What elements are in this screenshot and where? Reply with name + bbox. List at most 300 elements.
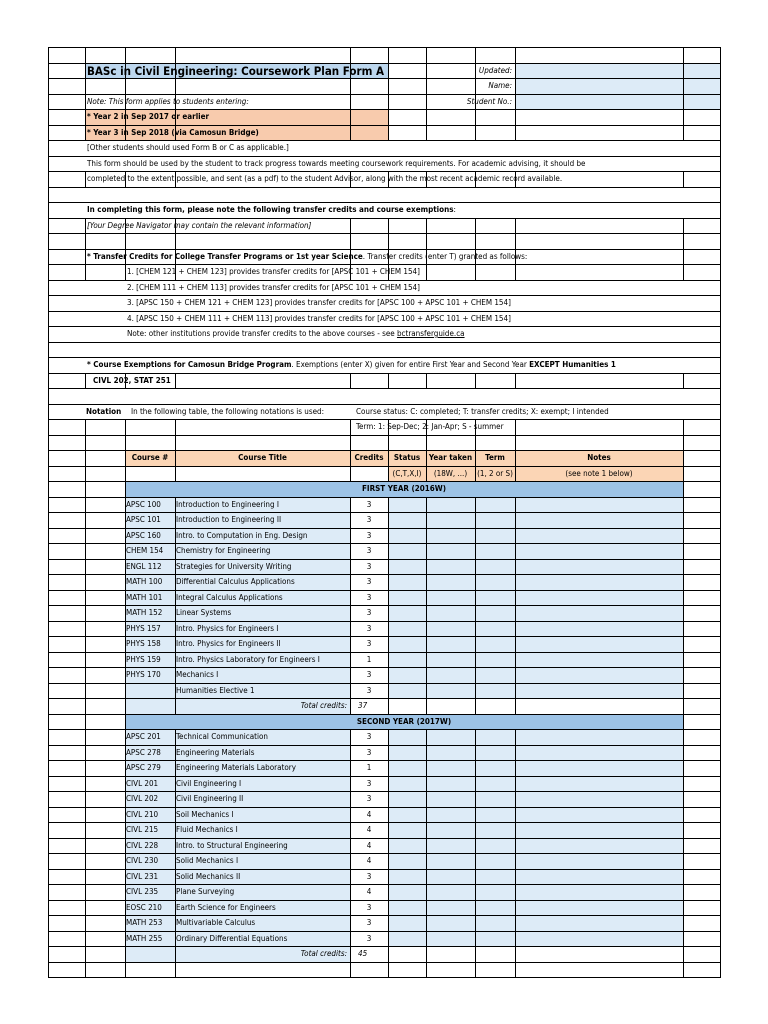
- grid-line: [720, 667, 721, 683]
- grid-line: [48, 388, 49, 404]
- grid-line: [720, 218, 721, 234]
- grid-line: [720, 47, 721, 63]
- course-credits: 3: [366, 499, 372, 509]
- notation-status: Course status: C: completed; T: transfer credits; X: exempt; I intended: [356, 406, 609, 416]
- grid-line: [48, 47, 49, 63]
- grid-line: [475, 497, 476, 513]
- grid-line: [720, 497, 721, 513]
- course-credits: 3: [366, 515, 372, 524]
- grid-line: [48, 388, 721, 389]
- grid-line: [48, 404, 49, 420]
- year3-entry: * Year 3 in Sep 2018 (via Camosun Bridge): [87, 127, 259, 137]
- course-credits: 3: [366, 732, 372, 741]
- grid-line: [683, 807, 684, 823]
- grid-line: [515, 373, 516, 389]
- grid-line: [426, 698, 427, 714]
- grid-line: [48, 652, 49, 668]
- grid-line: [426, 125, 427, 141]
- grid-line: [85, 807, 86, 823]
- grid-line: [48, 698, 721, 699]
- grid-line: [683, 559, 684, 575]
- grid-line: [48, 78, 49, 94]
- grid-line: [48, 559, 49, 575]
- grid-line: [48, 450, 721, 451]
- grid-line: [48, 342, 49, 358]
- grid-line: [85, 481, 86, 497]
- grid-line: [720, 543, 721, 559]
- grid-line: [48, 78, 721, 79]
- transfer-heading: * Transfer Credits for College Transfer Programs or 1st year Science: [87, 251, 363, 261]
- course-credits: 3: [366, 918, 372, 927]
- grid-line: [426, 884, 427, 900]
- grid-line: [175, 962, 176, 978]
- grid-line: [388, 807, 389, 823]
- grid-line: [515, 218, 516, 234]
- grid-line: [48, 528, 721, 529]
- header-course: Course #: [131, 453, 169, 462]
- grid-line: [48, 683, 49, 699]
- grid-line: [48, 295, 49, 311]
- grid-line: [48, 435, 49, 451]
- grid-line: [350, 233, 351, 249]
- course-credits: 3: [366, 530, 372, 540]
- grid-line: [515, 264, 516, 280]
- course-code: PHYS 157: [126, 623, 161, 633]
- grid-line: [720, 636, 721, 652]
- grid-line: [720, 791, 721, 807]
- grid-line: [475, 822, 476, 838]
- grid-line: [388, 745, 389, 761]
- grid-line: [515, 125, 516, 141]
- grid-line: [85, 760, 86, 776]
- grid-line: [720, 884, 721, 900]
- grid-line: [85, 962, 86, 978]
- grid-line: [85, 869, 86, 885]
- grid-line: [683, 900, 684, 916]
- grid-line: [85, 574, 86, 590]
- grid-line: [475, 946, 476, 962]
- grid-line: [475, 729, 476, 745]
- grid-line: [48, 218, 49, 234]
- completing-heading: In completing this form, please note the following transfer credits and course exemptions: [87, 205, 454, 214]
- grid-line: [720, 187, 721, 203]
- course-credits: 1: [366, 763, 372, 772]
- grid-line: [48, 605, 49, 621]
- grid-line: [48, 481, 721, 482]
- grid-line: [475, 109, 476, 125]
- grid-line: [48, 729, 49, 745]
- grid-line: [426, 729, 427, 745]
- course-title: Humanities Elective 1: [176, 685, 255, 695]
- course-code: APSC 279: [126, 763, 161, 772]
- course-credits: 4: [366, 809, 372, 819]
- grid-line: [48, 326, 721, 327]
- grid-line: [85, 946, 86, 962]
- grid-line: [85, 373, 86, 389]
- grid-line: [388, 962, 389, 978]
- course-code: EOSC 210: [126, 902, 162, 912]
- grid-line: [48, 202, 49, 218]
- grid-line: [515, 853, 516, 869]
- grid-line: [426, 962, 427, 978]
- grid-line: [85, 915, 86, 931]
- grid-line: [475, 605, 476, 621]
- course-title: Intro. Physics Laboratory for Engineers I: [176, 654, 320, 664]
- course-credits: 3: [366, 933, 372, 943]
- grid-line: [85, 652, 86, 668]
- grid-line: [720, 78, 721, 94]
- grid-line: [388, 667, 389, 683]
- grid-line: [515, 729, 516, 745]
- grid-line: [515, 962, 516, 978]
- grid-line: [720, 295, 721, 311]
- grid-line: [48, 543, 49, 559]
- grid-line: [683, 466, 684, 482]
- grid-line: [515, 605, 516, 621]
- course-code: CIVL 231: [126, 871, 159, 881]
- grid-line: [426, 621, 427, 637]
- grid-line: [515, 869, 516, 885]
- grid-line: [388, 822, 389, 838]
- grid-line: [48, 512, 49, 528]
- grid-line: [426, 109, 427, 125]
- grid-line: [125, 466, 126, 482]
- grid-line: [48, 94, 721, 95]
- grid-line: [683, 791, 684, 807]
- grid-line: [683, 94, 684, 110]
- grid-line: [85, 94, 86, 110]
- grid-line: [720, 233, 721, 249]
- course-title: Plane Surveying: [176, 887, 235, 896]
- grid-line: [388, 233, 389, 249]
- grid-line: [48, 218, 721, 219]
- grid-line: [388, 109, 389, 125]
- grid-line: [48, 760, 721, 761]
- grid-line: [175, 373, 176, 389]
- grid-line: [48, 667, 49, 683]
- grid-line: [683, 574, 684, 590]
- course-title: Intro. Physics for Engineers I: [176, 623, 279, 633]
- grid-line: [475, 512, 476, 528]
- grid-line: [720, 528, 721, 544]
- header-notes-sub: (see note 1 below): [565, 468, 633, 478]
- notation-term: Term: 1: Sep-Dec; 2: Jan-Apr; S - summer: [356, 422, 504, 431]
- grid-line: [48, 745, 721, 746]
- grid-line: [720, 450, 721, 466]
- grid-line: [720, 171, 721, 187]
- course-credits: 3: [366, 592, 372, 602]
- grid-line: [683, 605, 684, 621]
- grid-line: [683, 683, 684, 699]
- grid-line: [48, 373, 49, 389]
- course-credits: 3: [366, 794, 372, 803]
- course-code: APSC 160: [126, 530, 161, 540]
- grid-line: [48, 419, 49, 435]
- course-title: Introduction to Engineering I: [176, 499, 279, 509]
- grid-line: [388, 605, 389, 621]
- grid-line: [125, 264, 126, 280]
- grid-line: [475, 435, 476, 451]
- grid-line: [85, 791, 86, 807]
- grid-line: [388, 63, 389, 79]
- grid-line: [720, 605, 721, 621]
- course-code: CIVL 210: [126, 809, 159, 819]
- grid-line: [85, 543, 86, 559]
- grid-line: [475, 884, 476, 900]
- grid-line: [350, 419, 351, 435]
- grid-line: [720, 853, 721, 869]
- grid-line: [388, 838, 389, 854]
- grid-line: [48, 156, 721, 157]
- course-title: Intro. to Computation in Eng. Design: [176, 530, 308, 540]
- grid-line: [683, 760, 684, 776]
- grid-line: [515, 109, 516, 125]
- grid-line: [48, 140, 49, 156]
- notation-label: Notation: [86, 406, 122, 416]
- course-code: APSC 278: [126, 747, 161, 757]
- grid-line: [125, 78, 126, 94]
- grid-line: [388, 760, 389, 776]
- grid-line: [350, 698, 351, 714]
- grid-line: [85, 900, 86, 916]
- name-label: Name:: [488, 81, 512, 90]
- grid-line: [475, 543, 476, 559]
- grid-line: [683, 667, 684, 683]
- grid-line: [48, 109, 721, 110]
- grid-line: [720, 326, 721, 342]
- grid-line: [48, 853, 721, 854]
- grid-line: [720, 202, 721, 218]
- grid-line: [48, 931, 721, 932]
- exemptions-courses: CIVL 202, STAT 251: [93, 375, 171, 385]
- grid-line: [426, 946, 427, 962]
- grid-line: [720, 807, 721, 823]
- grid-line: [350, 109, 351, 125]
- grid-line: [426, 683, 427, 699]
- grid-line: [515, 78, 516, 94]
- grid-line: [48, 404, 721, 405]
- grid-line: [683, 745, 684, 761]
- grid-line: [48, 264, 49, 280]
- course-title: Ordinary Differential Equations: [176, 933, 288, 943]
- grid-line: [388, 574, 389, 590]
- grid-line: [48, 497, 49, 513]
- grid-line: [85, 838, 86, 854]
- grid-line: [515, 931, 516, 947]
- grid-line: [720, 590, 721, 606]
- grid-line: [426, 590, 427, 606]
- transfer-item: 1. [CHEM 121 + CHEM 123] provides transfer credits for [APSC 101 + CHEM 154]: [127, 267, 420, 276]
- grid-line: [426, 574, 427, 590]
- grid-line: [720, 94, 721, 110]
- grid-line: [48, 807, 721, 808]
- grid-line: [426, 373, 427, 389]
- grid-line: [48, 900, 721, 901]
- grid-line: [515, 543, 516, 559]
- grid-line: [48, 187, 49, 203]
- header-term: Term: [485, 453, 505, 462]
- grid-line: [475, 652, 476, 668]
- grid-line: [683, 125, 684, 141]
- grid-line: [515, 47, 516, 63]
- grid-line: [515, 698, 516, 714]
- grid-line: [720, 342, 721, 358]
- second-total-value: 45: [358, 949, 368, 958]
- first-total-value: 37: [358, 701, 368, 710]
- grid-line: [175, 47, 176, 63]
- course-code: APSC 201: [126, 732, 161, 741]
- grid-line: [350, 47, 351, 63]
- course-title: Differential Calculus Applications: [176, 577, 295, 586]
- grid-line: [683, 512, 684, 528]
- grid-line: [48, 63, 49, 79]
- course-title: Fluid Mechanics I: [176, 825, 238, 834]
- grid-line: [475, 760, 476, 776]
- grid-line: [426, 652, 427, 668]
- grid-line: [426, 512, 427, 528]
- grid-line: [388, 900, 389, 916]
- grid-line: [48, 776, 49, 792]
- course-credits: 3: [366, 670, 372, 679]
- course-credits: 3: [366, 608, 372, 617]
- grid-line: [48, 342, 721, 343]
- grid-line: [85, 931, 86, 947]
- grid-line: [175, 78, 176, 94]
- grid-line: [426, 47, 427, 63]
- grid-line: [426, 822, 427, 838]
- grid-line: [48, 574, 721, 575]
- grid-line: [426, 915, 427, 931]
- grid-line: [350, 435, 351, 451]
- grid-line: [515, 667, 516, 683]
- course-credits: 3: [366, 747, 372, 757]
- grid-line: [683, 636, 684, 652]
- grid-line: [683, 481, 684, 497]
- grid-line: [426, 869, 427, 885]
- grid-line: [720, 156, 721, 172]
- grid-line: [85, 249, 86, 265]
- grid-line: [388, 497, 389, 513]
- grid-line: [48, 590, 49, 606]
- grid-line: [48, 636, 721, 637]
- grid-line: [388, 853, 389, 869]
- grid-line: [85, 698, 86, 714]
- grid-line: [515, 621, 516, 637]
- grid-line: [683, 63, 684, 79]
- grid-line: [388, 94, 389, 110]
- grid-line: [720, 140, 721, 156]
- completing-line: [87, 205, 456, 215]
- course-code: CIVL 202: [126, 794, 159, 803]
- grid-line: [48, 249, 721, 250]
- grid-line: [475, 915, 476, 931]
- grid-line: [48, 311, 49, 327]
- header-notes: Notes: [587, 453, 611, 462]
- grid-line: [125, 946, 126, 962]
- grid-line: [48, 636, 49, 652]
- grid-line: [85, 78, 86, 94]
- first-total-label: Total credits:: [300, 701, 347, 710]
- grid-line: [720, 745, 721, 761]
- grid-line: [426, 233, 427, 249]
- grid-line: [125, 698, 126, 714]
- grid-line: [683, 822, 684, 838]
- grid-line: [125, 233, 126, 249]
- grid-line: [720, 357, 721, 373]
- grid-line: [475, 218, 476, 234]
- grid-line: [48, 419, 721, 420]
- grid-line: [48, 714, 721, 715]
- course-credits: 4: [366, 840, 372, 850]
- grid-line: [85, 776, 86, 792]
- grid-line: [515, 776, 516, 792]
- grid-line: [515, 745, 516, 761]
- grid-line: [388, 512, 389, 528]
- grid-line: [350, 218, 351, 234]
- navigator-note: [Your Degree Navigator may contain the relevant information]: [87, 220, 312, 230]
- grid-line: [48, 94, 49, 110]
- grid-line: [48, 187, 721, 188]
- grid-line: [48, 869, 49, 885]
- grid-line: [720, 946, 721, 962]
- grid-line: [388, 915, 389, 931]
- grid-line: [475, 776, 476, 792]
- grid-line: [475, 125, 476, 141]
- grid-line: [48, 621, 721, 622]
- grid-line: [85, 590, 86, 606]
- grid-line: [388, 528, 389, 544]
- grid-line: [48, 481, 49, 497]
- grid-line: [85, 435, 86, 451]
- course-credits: 3: [366, 561, 372, 571]
- other-students-note: [Other students should used Form B or C as applicable.]: [87, 143, 289, 152]
- course-code: ENGL 112: [126, 561, 162, 571]
- grid-line: [515, 559, 516, 575]
- bctransferguide-link[interactable]: bctransferguide.ca: [396, 329, 465, 338]
- grid-line: [515, 435, 516, 451]
- grid-line: [85, 109, 86, 125]
- course-code: MATH 100: [126, 577, 163, 586]
- grid-line: [48, 838, 721, 839]
- grid-line: [388, 931, 389, 947]
- grid-line: [48, 667, 721, 668]
- grid-line: [475, 791, 476, 807]
- transfer-item: 4. [APSC 150 + CHEM 111 + CHEM 113] provides transfer credits for [APSC 100 + APSC 101 + CHEM 154]: [127, 313, 511, 323]
- grid-line: [720, 931, 721, 947]
- grid-line: [683, 590, 684, 606]
- grid-line: [48, 884, 721, 885]
- grid-line: [48, 357, 49, 373]
- grid-line: [48, 791, 721, 792]
- grid-line: [350, 962, 351, 978]
- course-title: Chemistry for Engineering: [176, 546, 271, 555]
- course-title: Solid Mechanics II: [176, 871, 241, 881]
- grid-line: [515, 512, 516, 528]
- course-title: Strategies for University Writing: [176, 561, 292, 571]
- grid-line: [426, 605, 427, 621]
- grid-line: [48, 202, 721, 203]
- course-title: Linear Systems: [176, 608, 232, 617]
- course-title: Intro. Physics for Engineers II: [176, 639, 281, 648]
- grid-line: [48, 900, 49, 916]
- grid-line: [48, 853, 49, 869]
- grid-line: [683, 652, 684, 668]
- grid-line: [720, 962, 721, 978]
- grid-line: [85, 884, 86, 900]
- course-code: CHEM 154: [126, 546, 164, 555]
- first-year-label: FIRST YEAR (2016W): [361, 484, 447, 493]
- grid-line: [85, 683, 86, 699]
